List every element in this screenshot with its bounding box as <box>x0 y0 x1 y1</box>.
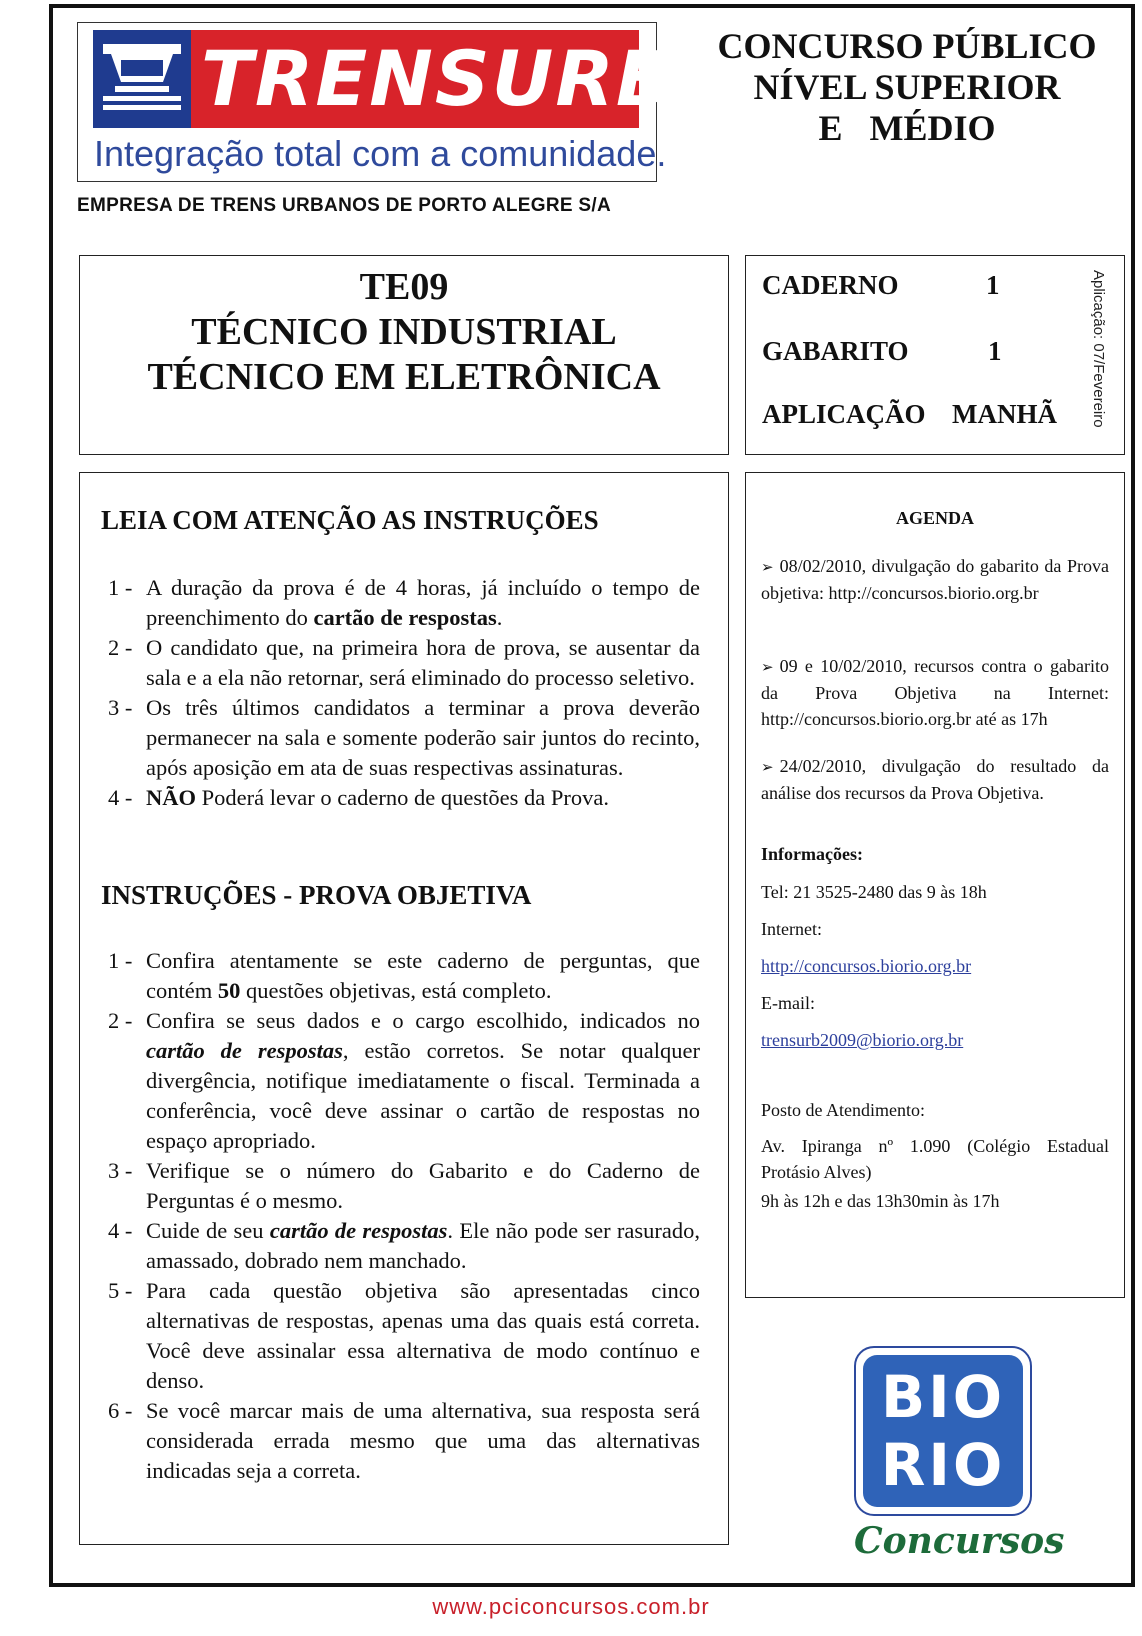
gabarito-value: 1 <box>988 336 1002 366</box>
position-title-box <box>79 255 729 455</box>
list-item: 6 - Se você marcar mais de uma alternativa, sua resposta será considerada errada mesmo que uma das alternativas indicadas seja a correta. <box>108 1398 700 1483</box>
company-name: EMPRESA DE TRENS URBANOS DE PORTO ALEGRE S/A <box>77 195 612 216</box>
list-item: 5 - Para cada questão objetiva são apresentadas cinco alternativas de respostas, apenas uma das quais está correta. Você deve assinalar essa alternativa de modo contínuo e denso. <box>108 1278 700 1393</box>
instructions-title: LEIA COM ATENÇÃO AS INSTRUÇÕES <box>101 505 599 535</box>
agenda-entry: ➢ 24/02/2010, divulgação do resultado da análise dos recursos da Prova Objetiva. <box>761 756 1109 803</box>
exam-heading <box>690 26 1124 149</box>
arrow-bullet-icon: ➢ <box>761 658 774 676</box>
internet-label: Internet: <box>761 919 822 939</box>
list-item: 4 - NÃO Poderá levar o caderno de questões da Prova. <box>108 785 609 810</box>
email-label: E-mail: <box>761 993 815 1013</box>
agenda-entry: ➢ 08/02/2010, divulgação do gabarito da Prova objetiva: http://concursos.biorio.org.br <box>761 556 1109 603</box>
biorio-text-2: RIO <box>880 1431 1006 1499</box>
info-title: Informações: <box>761 844 863 864</box>
train-icon <box>93 30 191 128</box>
instructions-list <box>108 573 700 813</box>
posto-label: Posto de Atendimento: <box>761 1100 925 1120</box>
position-title-1: TÉCNICO INDUSTRIAL <box>191 311 617 353</box>
logo-name: TRENSURB <box>201 34 676 123</box>
logo-slogan: Integração total com a comunidade. <box>94 133 667 174</box>
heading-line-2: NÍVEL SUPERIOR <box>753 67 1061 107</box>
footer-url[interactable]: www.pciconcursos.com.br <box>432 1594 710 1619</box>
aplicacao-date-note: Aplicação: 07/Fevereiro <box>1090 270 1107 428</box>
caderno-label: CADERNO <box>762 270 899 300</box>
agenda-box <box>745 472 1125 1298</box>
list-item: 2 - Confira se seus dados e o cargo escolhido, indicados no cartão de respostas, estão corretos. Se notar qualquer divergência, notifique imediatamente o fiscal. Terminada a conferência, você deve assinar o cartão de respostas no espaço apropriado. <box>108 1008 700 1153</box>
trensurb-logo <box>77 22 676 182</box>
logo-banner <box>93 30 676 128</box>
position-code: TE09 <box>359 266 449 308</box>
list-item: 4 - Cuide de seu cartão de respostas. Ele não pode ser rasurado, amassado, dobrado nem manchado. <box>108 1218 701 1273</box>
agenda-entry: ➢ 09 e 10/02/2010, recursos contra o gabarito da Prova Objetiva na Internet: http://concursos.biorio.org.br até as 17h <box>761 656 1109 729</box>
gabarito-label: GABARITO <box>762 336 909 366</box>
arrow-bullet-icon: ➢ <box>761 758 774 776</box>
list-item: 1 - Confira atentamente se este caderno de perguntas, que contém 50 questões objetivas, está completo. <box>108 948 700 1003</box>
instructions-box <box>79 472 729 1545</box>
list-item: 3 - Verifique se o número do Gabarito e do Caderno de Perguntas é o mesmo. <box>108 1158 700 1213</box>
internet-link[interactable]: http://concursos.biorio.org.br <box>761 956 972 976</box>
position-title-2: TÉCNICO EM ELETRÔNICA <box>147 356 661 398</box>
biorio-tagline: Concursos <box>854 1520 1065 1562</box>
aplicacao-label: APLICAÇÃO <box>762 399 926 429</box>
aplicacao-value: MANHÃ <box>952 399 1057 429</box>
arrow-bullet-icon: ➢ <box>761 558 774 576</box>
objective-list <box>108 946 700 1486</box>
contact-phone: Tel: 21 3525-2480 das 9 às 18h <box>761 882 987 902</box>
biorio-text-1: BIO <box>880 1363 1006 1431</box>
email-link[interactable]: trensurb2009@biorio.org.br <box>761 1030 964 1050</box>
biorio-logo <box>854 1346 1032 1516</box>
agenda-title: AGENDA <box>895 508 974 528</box>
objective-title: INSTRUÇÕES - PROVA OBJETIVA <box>101 880 532 910</box>
caderno-info-box <box>745 255 1125 455</box>
list-item: 3 - Os três últimos candidatos a terminar a prova deverão permanecer na sala e somente poderão sair juntos do recinto, após aposição em ata de suas respectivas assinaturas. <box>108 695 700 780</box>
list-item: 1 - A duração da prova é de 4 horas, já incluído o tempo de preenchimento do cartão de respostas. <box>108 575 700 630</box>
heading-line-3: E MÉDIO <box>818 108 996 148</box>
caderno-value: 1 <box>986 270 1000 300</box>
posto-hours: 9h às 12h e das 13h30min às 17h <box>761 1191 1000 1211</box>
heading-line-1: CONCURSO PÚBLICO <box>717 26 1097 66</box>
posto-address: Av. Ipiranga nº 1.090 (Colégio Estadual Protásio Alves) <box>761 1136 1109 1182</box>
list-item: 2 - O candidato que, na primeira hora de prova, se ausentar da sala e a ela não retornar, será eliminado do processo seletivo. <box>108 635 700 690</box>
biorio-logo-inner <box>863 1355 1023 1507</box>
